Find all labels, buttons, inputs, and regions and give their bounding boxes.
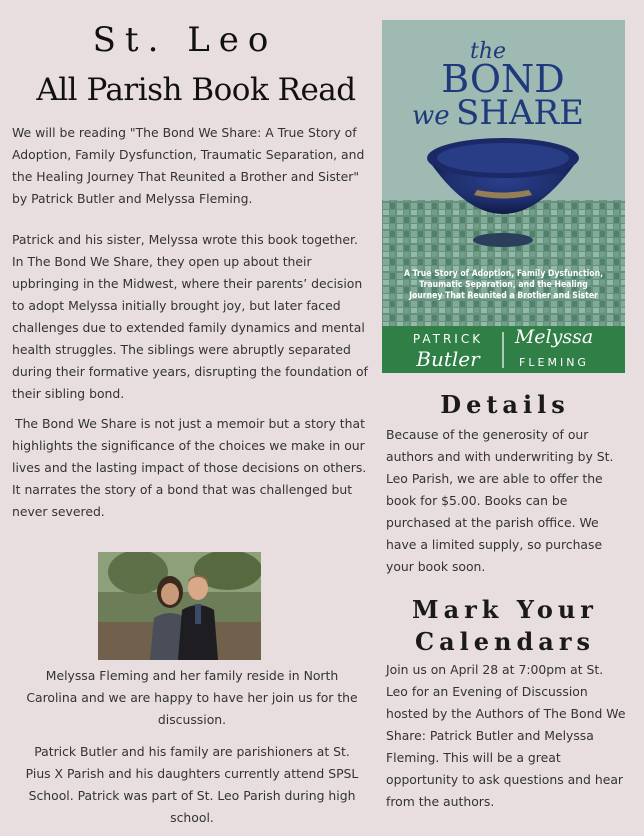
caption-patrick: Patrick Butler and his family are parishioners at St. Pius X Parish and his daughters currently attend SPSL School. Patrick was part of St. Leo Parish during high school. <box>25 744 359 825</box>
book-cover-author2-first: Melyssa <box>514 326 594 348</box>
book-cover-share: SHARE <box>456 93 584 133</box>
page-title-event: All Parish Book Read <box>36 72 356 108</box>
book-cover-author1-first: PATRICK <box>412 332 484 346</box>
book-cover-illustration <box>382 20 625 373</box>
authors-photo-illustration <box>98 552 261 660</box>
authors-photo <box>98 552 261 660</box>
intro-paragraph-2: Patrick and his sister, Melyssa wrote this book together. In The Bond We Share, they open up about their upbringing in the Midwest, where their parents’ decision to adopt Melyssa initially brought joy, but later faced challenges due to extended family dynamics and mental health struggles. The siblings were abruptly separated during their formative years, disrupting the foundation of their sibling bond. <box>12 232 368 401</box>
book-cover-author1-last: Butler <box>416 347 480 371</box>
caption-melyssa: Melyssa Fleming and her family reside in North Carolina and we are happy to have her join us for the discussion. <box>26 668 358 727</box>
book-cover-subtitle: A True Story of Adoption, Family Dysfunction, Traumatic Separation, and the Healing Journey That Reunited a Brother and Sister <box>403 269 604 301</box>
details-heading: Details <box>440 390 570 419</box>
calendar-text: Join us on April 28 at 7:00pm at St. Leo for an Evening of Discussion hosted by the Authors of The Bond We Share: Patrick Butler and Melyssa Fleming. This will be a great opportunity to ask questions and hear from the authors. <box>386 662 626 809</box>
book-cover-author2-last: FLEMING <box>519 356 589 369</box>
page-title-parish: St. Leo <box>92 20 278 60</box>
book-cover-bond: BOND <box>441 57 565 101</box>
book-cover-image <box>382 20 625 373</box>
details-text: Because of the generosity of our authors and with underwriting by St. Leo Parish, we are able to offer the book for $5.00. Books can be purchased at the parish office. We have a limited supply, so purchase your book soon. <box>386 427 614 574</box>
book-cover-we: we <box>412 101 450 131</box>
intro-paragraph-1: We will be reading "The Bond We Share: A True Story of Adoption, Family Dysfunction, Traumatic Separation, and the Healing Journey That Reunited a Brother and Sister" by Patrick Butler and Melyssa Fleming. <box>12 125 365 206</box>
calendar-heading: Mark Your Calendars <box>412 595 598 656</box>
book-cover-the: the <box>470 39 507 64</box>
intro-paragraph-3: The Bond We Share is not just a memoir but a story that highlights the significance of the choices we make in our lives and the lasting impact of those decisions on others. It narrates the story of a bond that was challenged but never severed. <box>12 416 367 519</box>
